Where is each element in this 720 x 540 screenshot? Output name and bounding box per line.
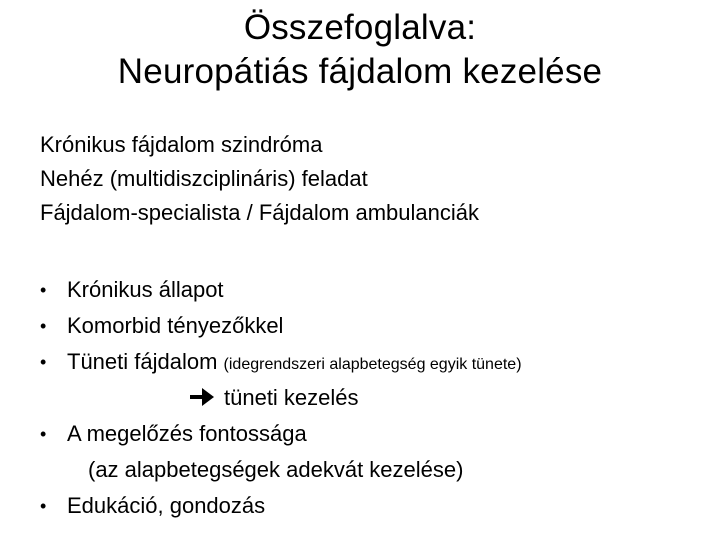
bullet-item-education	[40, 488, 710, 524]
bullet-text: Krónikus állapot	[67, 277, 224, 302]
bullet-text: Edukáció, gondozás	[67, 493, 266, 518]
bullet-dot: •	[40, 496, 47, 516]
title-line-1: Összefoglalva:	[243, 8, 477, 47]
bullet-text: A megelőzés fontossága	[67, 421, 307, 446]
bullet-list	[40, 272, 710, 524]
intro-line-2: Nehéz (multidiszciplináris) feladat	[40, 166, 368, 191]
bullet-note: (idegrendszeri alapbetegség egyik tünete)	[223, 356, 522, 373]
arrow-line	[40, 380, 710, 416]
intro-line-1: Krónikus fájdalom szindróma	[40, 132, 323, 157]
bullet-item-chronic	[40, 272, 710, 308]
bullet-dot: •	[40, 352, 47, 372]
bullet-subtext: (az alapbetegségek adekvát kezelése)	[88, 457, 464, 482]
bullet-text: Komorbid tényezőkkel	[67, 313, 284, 338]
bullet-item-symptomatic-pain	[40, 344, 710, 380]
intro-text-block	[40, 128, 700, 230]
slide-title	[0, 6, 720, 94]
bullet-dot: •	[40, 316, 47, 336]
title-line-2: Neuropátiás fájdalom kezelése	[117, 52, 603, 91]
arrow-target-text: tüneti kezelés	[224, 385, 359, 410]
intro-line-3: Fájdalom-specialista / Fájdalom ambulanciák	[40, 200, 479, 225]
bullet-subline	[40, 452, 710, 488]
arrow-text-group	[188, 380, 359, 416]
bullet-dot: •	[40, 424, 47, 444]
bullet-main-text: Tüneti fájdalom	[67, 349, 218, 374]
bullet-dot: •	[40, 280, 47, 300]
right-arrow-icon	[188, 386, 216, 408]
bullet-item-prevention	[40, 416, 710, 452]
bullet-item-comorbid	[40, 308, 710, 344]
bullet-text	[67, 344, 522, 383]
